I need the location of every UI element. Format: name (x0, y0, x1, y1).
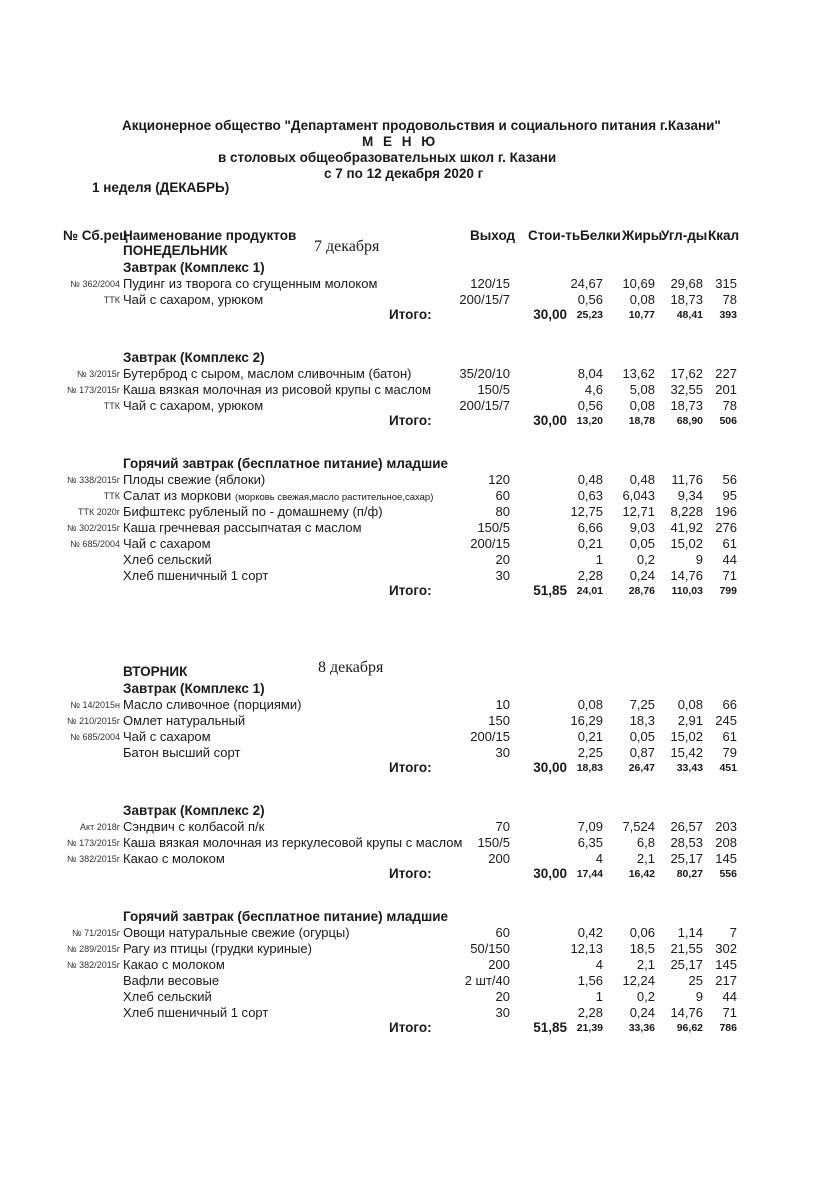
protein-value: 0,56 (577, 398, 603, 413)
fat-value: 0,2 (636, 552, 655, 567)
protein-value: 0,21 (577, 729, 603, 744)
dish-name: Пудинг из творога со сгущенным молоком (123, 276, 378, 291)
col-output: Выход (470, 228, 516, 243)
fat-value: 0,48 (629, 472, 655, 487)
total-kcal: 799 (719, 585, 737, 597)
carbs-value: 18,73 (670, 398, 703, 413)
dish-output: 200/15/7 (459, 292, 510, 307)
fat-value: 13,62 (622, 366, 655, 381)
total-carbs: 33,43 (676, 762, 703, 774)
total-label: Итого: (389, 583, 432, 598)
day-date: 7 декабря (314, 238, 380, 255)
fat-value: 9,03 (629, 520, 655, 535)
carbs-value: 2,91 (677, 713, 703, 728)
carbs-value: 15,02 (670, 729, 703, 744)
dish-name: Каша гречневая рассыпчатая с маслом (123, 520, 362, 535)
total-kcal: 786 (719, 1022, 737, 1034)
protein-value: 2,25 (577, 745, 603, 760)
recipe-ref: № 338/2015г (67, 475, 120, 485)
dish-output: 200/15 (470, 729, 510, 744)
table-row (0, 504, 830, 520)
kcal-value: 302 (715, 941, 737, 956)
table-row (0, 973, 830, 989)
dish-output: 200 (488, 851, 510, 866)
kcal-value: 201 (715, 382, 737, 397)
total-protein: 13,20 (576, 415, 603, 427)
kcal-value: 44 (722, 552, 737, 567)
protein-value: 8,04 (577, 366, 603, 381)
kcal-value: 66 (722, 697, 737, 712)
section-title: Завтрак (Комплекс 2) (123, 803, 265, 818)
table-row (0, 366, 830, 382)
total-label: Итого: (389, 307, 432, 322)
table-row (0, 1005, 830, 1021)
total-price: 51,85 (533, 1020, 567, 1035)
fat-value: 0,08 (629, 398, 655, 413)
dish-output: 150 (488, 713, 510, 728)
total-kcal: 506 (719, 415, 737, 427)
period: с 7 по 12 декабря 2020 г (324, 166, 484, 181)
dish-name: Масло сливочное (порциями) (123, 697, 302, 712)
recipe-ref: № 685/2004 (70, 539, 120, 549)
carbs-value: 9 (695, 989, 703, 1004)
total-fat: 28,76 (628, 585, 655, 597)
recipe-ref: № 71/2015г (72, 928, 120, 938)
carbs-value: 8,228 (670, 504, 703, 519)
fat-value: 18,5 (629, 941, 655, 956)
total-carbs: 48,41 (676, 309, 703, 321)
dish-name: Плоды свежие (яблоки) (123, 472, 266, 487)
protein-value: 4,6 (584, 382, 603, 397)
table-row (0, 729, 830, 745)
dish-name: Какао с молоком (123, 851, 225, 866)
table-row (0, 957, 830, 973)
section-title: Завтрак (Комплекс 2) (123, 350, 265, 365)
document-subtitle: в столовых общеобразовательных школ г. Казани (218, 150, 557, 165)
kcal-value: 145 (715, 851, 737, 866)
table-row (0, 819, 830, 835)
fat-value: 7,524 (622, 819, 655, 834)
dish-output: 30 (495, 568, 510, 583)
dish-name: Рагу из птицы (грудки куриные) (123, 941, 312, 956)
carbs-value: 11,76 (671, 472, 703, 487)
carbs-value: 18,73 (670, 292, 703, 307)
recipe-ref: № 210/2015г (67, 716, 120, 726)
kcal-value: 196 (715, 504, 737, 519)
total-row (0, 583, 830, 599)
kcal-value: 71 (722, 1005, 737, 1020)
recipe-ref: ТТК (103, 401, 120, 411)
total-label: Итого: (389, 1020, 432, 1035)
table-row (0, 989, 830, 1005)
fat-value: 12,24 (622, 973, 655, 988)
day-name: ПОНЕДЕЛЬНИК (123, 243, 228, 258)
protein-value: 0,08 (577, 697, 603, 712)
kcal-value: 145 (715, 957, 737, 972)
total-price: 30,00 (533, 760, 567, 775)
total-row (0, 866, 830, 882)
fat-value: 6,8 (636, 835, 655, 850)
document-title: М Е Н Ю (362, 134, 439, 149)
organization-title: Акционерное общество "Департамент продовольствия и социального питания г.Казани" (122, 118, 721, 133)
carbs-value: 25,17 (670, 851, 703, 866)
kcal-value: 7 (729, 925, 737, 940)
day-date: 8 декабря (318, 659, 384, 676)
kcal-value: 78 (722, 398, 737, 413)
total-protein: 17,44 (576, 868, 603, 880)
dish-name: Каша вязкая молочная из геркулесовой крупы с маслом (123, 835, 463, 850)
total-fat: 16,42 (628, 868, 655, 880)
dish-output: 60 (495, 488, 510, 503)
table-row (0, 292, 830, 308)
kcal-value: 95 (722, 488, 737, 503)
dish-output: 10 (495, 697, 510, 712)
carbs-value: 0,08 (677, 697, 703, 712)
kcal-value: 227 (715, 366, 737, 381)
protein-value: 24,67 (570, 276, 603, 291)
recipe-ref: ТТК (103, 491, 120, 501)
total-fat: 10,77 (628, 309, 655, 321)
dish-output: 2 шт/40 (464, 973, 510, 988)
dish-name: Чай с сахаром, урюком (123, 292, 264, 307)
day-name: ВТОРНИК (123, 664, 188, 679)
recipe-ref: № 289/2015г (67, 944, 120, 954)
recipe-ref: № 302/2015г (67, 523, 120, 533)
total-label: Итого: (389, 413, 432, 428)
protein-value: 12,75 (570, 504, 603, 519)
table-row (0, 568, 830, 584)
dish-output: 70 (495, 819, 510, 834)
table-row (0, 697, 830, 713)
col-ref: № Сб.рец (63, 228, 128, 243)
col-carbs: Угл-ды (661, 228, 708, 243)
kcal-value: 56 (722, 472, 737, 487)
dish-name: Хлеб пшеничный 1 сорт (123, 568, 269, 583)
total-protein: 24,01 (576, 585, 603, 597)
fat-value: 0,87 (629, 745, 655, 760)
total-carbs: 110,03 (671, 585, 703, 597)
dish-name: Какао с молоком (123, 957, 225, 972)
carbs-value: 14,76 (670, 1005, 703, 1020)
fat-value: 5,08 (629, 382, 655, 397)
total-carbs: 80,27 (676, 868, 703, 880)
kcal-value: 276 (715, 520, 737, 535)
protein-value: 12,13 (570, 941, 603, 956)
dish-output: 50/150 (470, 941, 510, 956)
dish-name: Хлеб сельский (123, 552, 212, 567)
fat-value: 0,05 (629, 729, 655, 744)
col-fat: Жиры (622, 228, 663, 243)
fat-value: 2,1 (636, 851, 655, 866)
recipe-ref: № 173/2015г (67, 385, 120, 395)
dish-output: 200/15 (470, 536, 510, 551)
col-protein: Белки (580, 228, 621, 243)
dish-output: 60 (495, 925, 510, 940)
table-row (0, 713, 830, 729)
total-protein: 25,23 (576, 309, 603, 321)
carbs-value: 9,34 (677, 488, 703, 503)
recipe-ref: ТТК (103, 295, 120, 305)
carbs-value: 17,62 (670, 366, 703, 381)
dish-name: Бутерброд с сыром, маслом сливочным (батон) (123, 366, 412, 381)
total-price: 51,85 (533, 583, 567, 598)
total-price: 30,00 (533, 866, 567, 881)
dish-output: 120/15 (470, 276, 510, 291)
dish-output: 200 (488, 957, 510, 972)
fat-value: 7,25 (629, 697, 655, 712)
total-price: 30,00 (533, 413, 567, 428)
recipe-ref: № 14/2015н (70, 700, 120, 710)
fat-value: 2,1 (636, 957, 655, 972)
total-row (0, 1020, 830, 1036)
recipe-ref: Акт 2018г (80, 822, 120, 832)
kcal-value: 245 (715, 713, 737, 728)
protein-value: 4 (595, 851, 603, 866)
protein-value: 0,56 (577, 292, 603, 307)
protein-value: 1 (595, 989, 603, 1004)
recipe-ref: № 173/2015г (67, 838, 120, 848)
dish-name: Салат из моркови (морковь свежая,масло растительное,сахар) (123, 488, 434, 503)
kcal-value: 79 (722, 745, 737, 760)
table-row (0, 520, 830, 536)
protein-value: 0,48 (577, 472, 603, 487)
kcal-value: 44 (722, 989, 737, 1004)
kcal-value: 315 (715, 276, 737, 291)
dish-output: 30 (495, 1005, 510, 1020)
carbs-value: 29,68 (670, 276, 703, 291)
carbs-value: 1,14 (677, 925, 703, 940)
total-kcal: 393 (719, 309, 737, 321)
protein-value: 6,66 (577, 520, 603, 535)
fat-value: 18,3 (629, 713, 655, 728)
fat-value: 0,08 (629, 292, 655, 307)
table-row (0, 745, 830, 761)
dish-name: Хлеб сельский (123, 989, 212, 1004)
dish-name: Каша вязкая молочная из рисовой крупы с маслом (123, 382, 432, 397)
total-kcal: 556 (719, 868, 737, 880)
protein-value: 0,21 (577, 536, 603, 551)
protein-value: 0,63 (577, 488, 603, 503)
total-label: Итого: (389, 866, 432, 881)
total-protein: 21,39 (576, 1022, 603, 1034)
recipe-ref: ТТК 2020г (77, 507, 120, 517)
table-row (0, 472, 830, 488)
table-row (0, 851, 830, 867)
dish-name: Овощи натуральные свежие (огурцы) (123, 925, 350, 940)
table-row (0, 398, 830, 414)
section-title: Завтрак (Комплекс 1) (123, 260, 265, 275)
kcal-value: 217 (715, 973, 737, 988)
carbs-value: 9 (695, 552, 703, 567)
fat-value: 12,71 (622, 504, 655, 519)
carbs-value: 15,42 (670, 745, 703, 760)
dish-name: Хлеб пшеничный 1 сорт (123, 1005, 269, 1020)
dish-output: 150/5 (477, 835, 510, 850)
fat-value: 0,2 (636, 989, 655, 1004)
section-title: Завтрак (Комплекс 1) (123, 681, 265, 696)
dish-output: 200/15/7 (459, 398, 510, 413)
table-row (0, 941, 830, 957)
table-row (0, 276, 830, 292)
recipe-ref: № 382/2015г (67, 960, 120, 970)
kcal-value: 71 (722, 568, 737, 583)
total-row (0, 307, 830, 323)
dish-output: 35/20/10 (459, 366, 510, 381)
total-label: Итого: (389, 760, 432, 775)
col-kcal: Ккал (708, 228, 740, 243)
recipe-ref: № 382/2015г (67, 854, 120, 864)
dish-output: 20 (495, 989, 510, 1004)
carbs-value: 25,17 (670, 957, 703, 972)
fat-value: 0,24 (629, 568, 655, 583)
fat-value: 6,043 (622, 488, 655, 503)
kcal-value: 208 (715, 835, 737, 850)
table-row (0, 536, 830, 552)
total-fat: 18,78 (628, 415, 655, 427)
dish-name: Чай с сахаром (123, 536, 211, 551)
dish-output: 150/5 (477, 520, 510, 535)
protein-value: 2,28 (577, 1005, 603, 1020)
col-name: Наименование продуктов (123, 228, 297, 243)
total-fat: 26,47 (628, 762, 655, 774)
dish-name: Вафли весовые (123, 973, 220, 988)
section-title: Горячий завтрак (бесплатное питание) младшие (123, 456, 449, 471)
total-row (0, 413, 830, 429)
dish-output: 20 (495, 552, 510, 567)
fat-value: 0,06 (629, 925, 655, 940)
dish-output: 150/5 (477, 382, 510, 397)
fat-value: 0,05 (629, 536, 655, 551)
protein-value: 16,29 (570, 713, 603, 728)
total-kcal: 451 (719, 762, 737, 774)
recipe-ref: № 685/2004 (70, 732, 120, 742)
carbs-value: 41,92 (670, 520, 703, 535)
recipe-ref: № 3/2015г (77, 369, 120, 379)
protein-value: 1 (595, 552, 603, 567)
kcal-value: 61 (722, 729, 737, 744)
dish-name: Чай с сахаром (123, 729, 211, 744)
total-protein: 18,83 (576, 762, 603, 774)
total-carbs: 68,90 (676, 415, 703, 427)
protein-value: 7,09 (577, 819, 603, 834)
week-label: 1 неделя (ДЕКАБРЬ) (92, 180, 230, 195)
section-title: Горячий завтрак (бесплатное питание) младшие (123, 909, 449, 924)
carbs-value: 32,55 (670, 382, 703, 397)
total-row (0, 760, 830, 776)
table-row (0, 835, 830, 851)
carbs-value: 14,76 (670, 568, 703, 583)
dish-name: Бифштекс рубленый по - домашнему (п/ф) (123, 504, 383, 519)
kcal-value: 61 (722, 536, 737, 551)
total-fat: 33,36 (628, 1022, 655, 1034)
table-row (0, 925, 830, 941)
dish-name: Чай с сахаром, урюком (123, 398, 264, 413)
dish-output: 30 (495, 745, 510, 760)
recipe-ref: № 362/2004 (70, 279, 120, 289)
protein-value: 1,56 (577, 973, 603, 988)
table-row (0, 552, 830, 568)
protein-value: 0,42 (577, 925, 603, 940)
carbs-value: 28,53 (670, 835, 703, 850)
carbs-value: 21,55 (670, 941, 703, 956)
kcal-value: 203 (715, 819, 737, 834)
total-carbs: 96,62 (676, 1022, 703, 1034)
carbs-value: 26,57 (670, 819, 703, 834)
dish-name: Омлет натуральный (123, 713, 246, 728)
protein-value: 2,28 (577, 568, 603, 583)
total-price: 30,00 (533, 307, 567, 322)
dish-output: 120 (488, 472, 510, 487)
dish-output: 80 (495, 504, 510, 519)
protein-value: 6,35 (577, 835, 603, 850)
dish-name: Батон высший сорт (123, 745, 241, 760)
dish-name: Сэндвич с колбасой п/к (123, 819, 265, 834)
kcal-value: 78 (722, 292, 737, 307)
fat-value: 0,24 (629, 1005, 655, 1020)
table-row (0, 488, 830, 504)
table-row (0, 382, 830, 398)
fat-value: 10,69 (622, 276, 655, 291)
carbs-value: 25 (688, 973, 703, 988)
carbs-value: 15,02 (670, 536, 703, 551)
protein-value: 4 (595, 957, 603, 972)
col-price: Стои-ть (528, 228, 581, 243)
dish-note: (морковь свежая,масло растительное,сахар) (234, 492, 434, 503)
